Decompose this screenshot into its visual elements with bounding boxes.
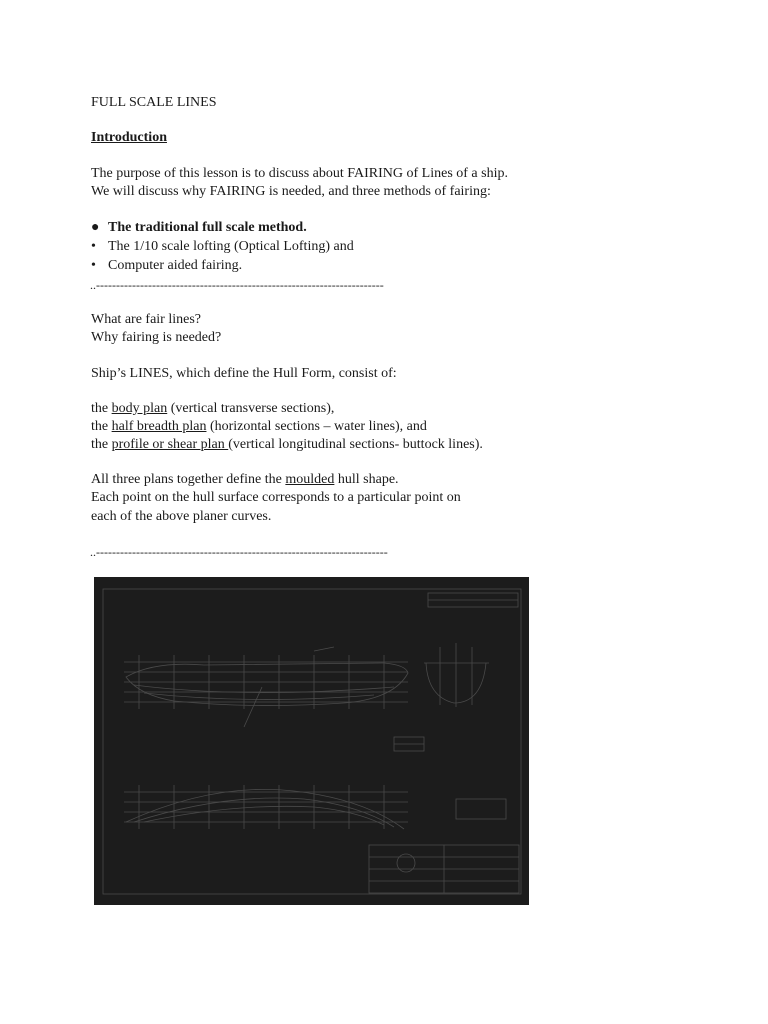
bullet-marker: ●	[91, 220, 100, 235]
plan-item-profile: the profile or shear plan (vertical longitudinal sections- buttock lines).	[91, 437, 483, 452]
summary-line-2: Each point on the hull surface corresponds to a particular point on	[91, 490, 461, 505]
separator-line: ..------------------------------------------------------------------------	[90, 278, 384, 292]
list-item: Computer aided fairing.	[108, 258, 243, 273]
plan-item-half-breadth: the half breadth plan (horizontal sections – water lines), and	[91, 419, 427, 434]
lines-intro: Ship’s LINES, which define the Hull Form, consist of:	[91, 366, 397, 381]
lines-plan-figure	[94, 577, 529, 905]
document-title: FULL SCALE LINES	[91, 95, 217, 110]
bullet-marker: •	[91, 239, 96, 254]
ship-lines-drawing	[94, 577, 529, 905]
list-item: The 1/10 scale lofting (Optical Lofting) and	[108, 239, 354, 254]
intro-line-2: We will discuss why FAIRING is needed, and three methods of fairing:	[91, 184, 491, 199]
question-1: What are fair lines?	[91, 312, 201, 327]
summary-line-1: All three plans together define the moulded hull shape.	[91, 472, 399, 487]
plan-item-body: the body plan (vertical transverse sections),	[91, 401, 335, 416]
section-heading: Introduction	[91, 130, 167, 145]
list-item: The traditional full scale method.	[108, 220, 307, 235]
intro-line-1: The purpose of this lesson is to discuss about FAIRING of Lines of a ship.	[91, 166, 508, 181]
separator-line: ..-------------------------------------------------------------------------	[90, 545, 388, 559]
question-2: Why fairing is needed?	[91, 330, 222, 345]
bullet-marker: •	[91, 258, 96, 273]
plan-term: profile or shear plan	[111, 437, 229, 452]
summary-line-3: each of the above planer curves.	[91, 509, 272, 524]
plan-term: half breadth plan	[111, 419, 207, 434]
plan-term: body plan	[111, 401, 168, 416]
summary-term: moulded	[285, 472, 335, 487]
